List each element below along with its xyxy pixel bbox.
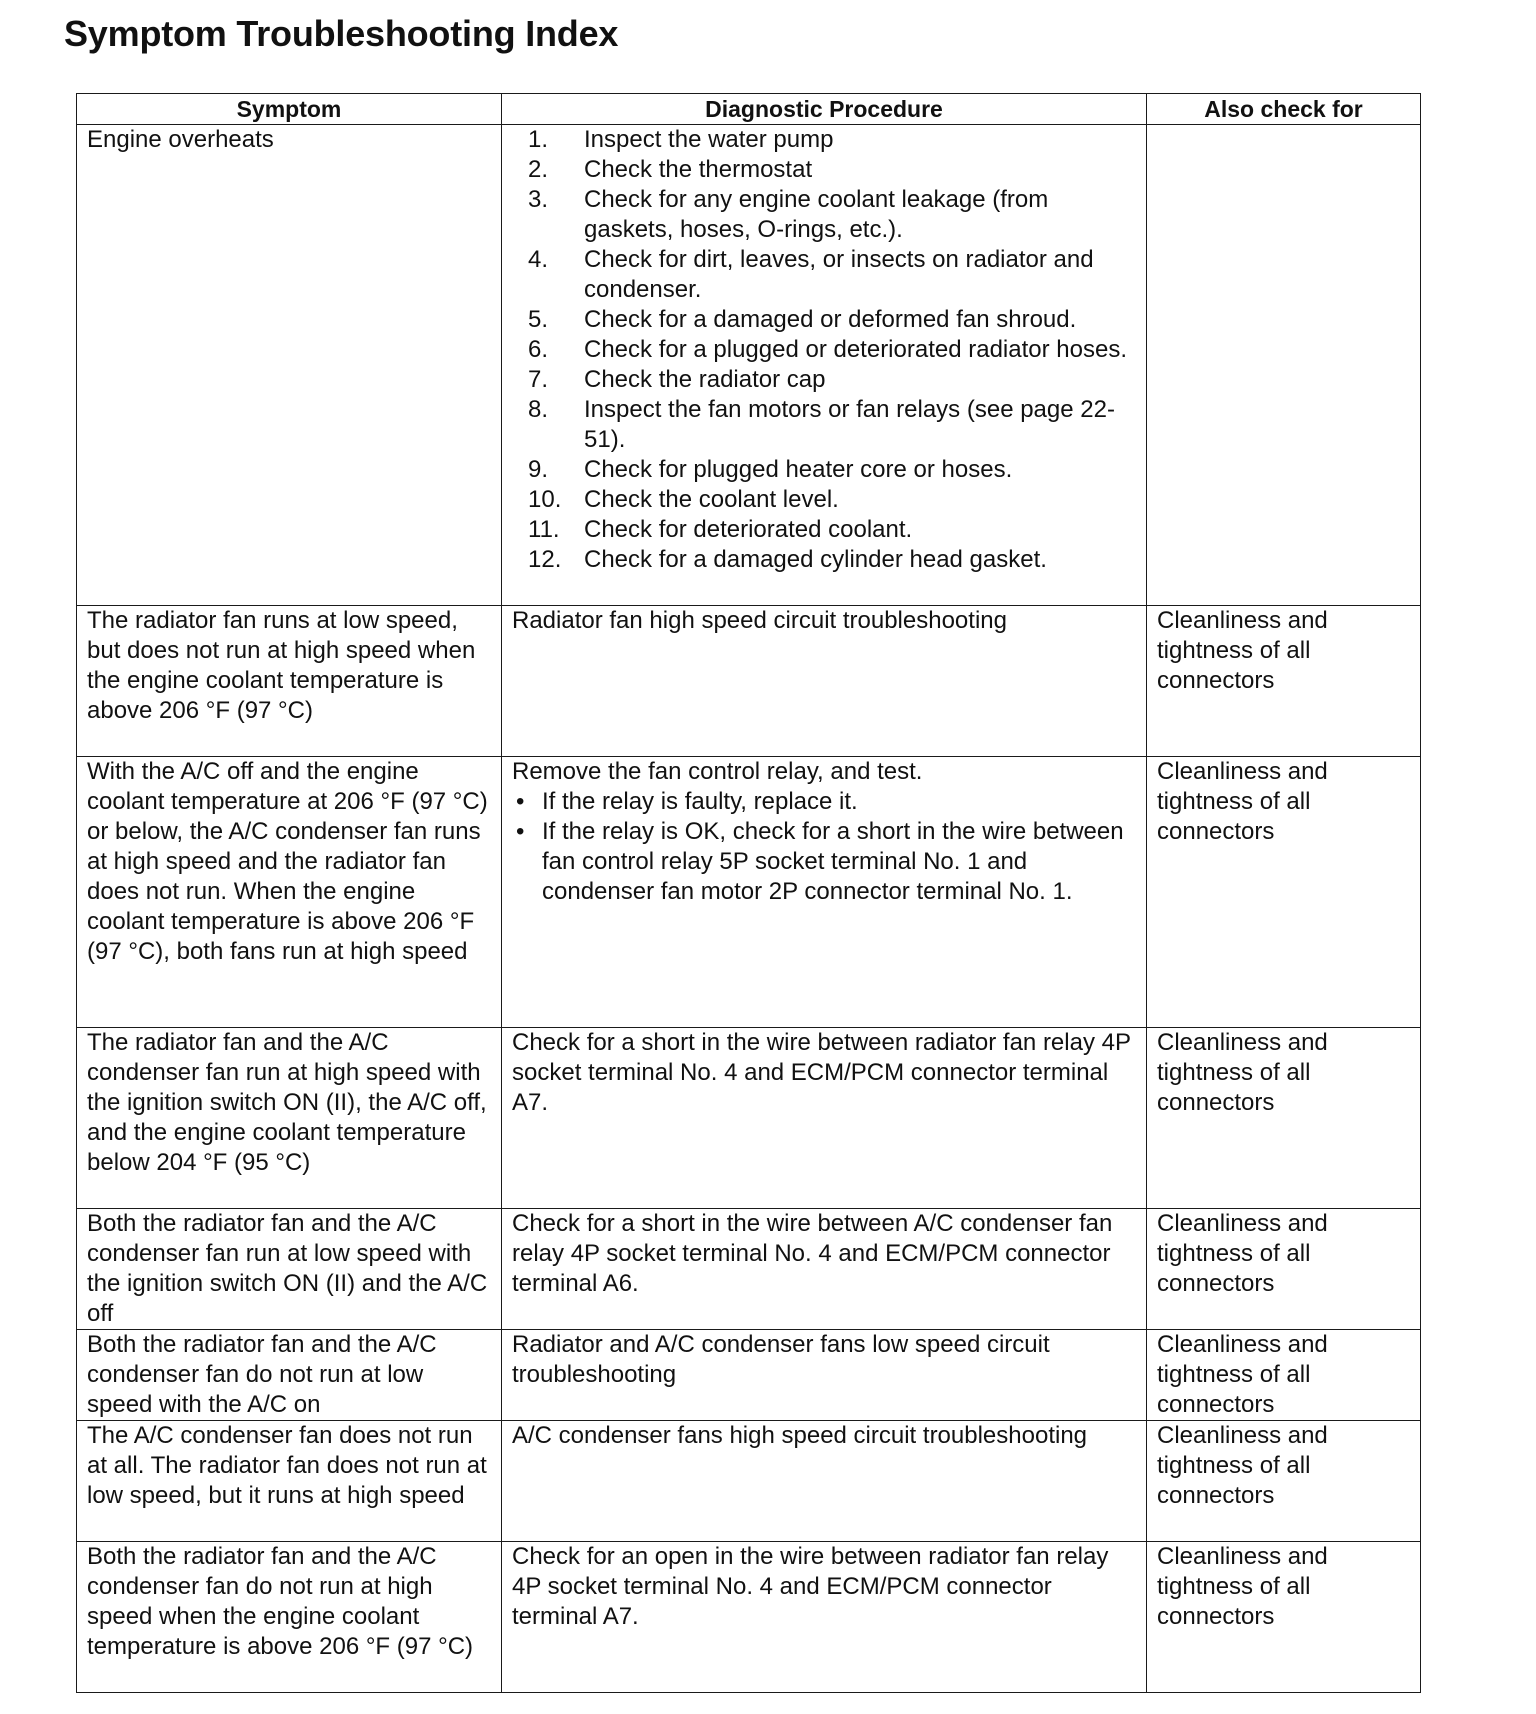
procedure-step: [512, 305, 1138, 335]
step-text: Check for dirt, leaves, or insects on radiator and condenser.: [584, 246, 1094, 303]
procedure-cell: Check for a short in the wire between radiator fan relay 4P socket terminal No. 4 and ECM/PCM connector terminal A7.: [502, 1028, 1147, 1209]
page-title: Symptom Troubleshooting Index: [64, 13, 619, 54]
step-text: Inspect the fan motors or fan relays (see page 22-51).: [584, 396, 1115, 453]
step-number: 8.: [528, 396, 549, 423]
procedure-step: [512, 395, 1138, 455]
table-row: [77, 1209, 1421, 1330]
procedure-cell: Check for a short in the wire between A/C condenser fan relay 4P socket terminal No. 4 and ECM/PCM connector terminal A6.: [502, 1209, 1147, 1330]
procedure-cell: Check for an open in the wire between radiator fan relay 4P socket terminal No. 4 and ECM/PCM connector terminal A7.: [502, 1542, 1147, 1693]
step-text: Check for a plugged or deteriorated radiator hoses.: [584, 336, 1127, 363]
also-check-cell: [1147, 125, 1421, 606]
table-row: [77, 1028, 1421, 1209]
procedure-step: [512, 335, 1138, 365]
procedure-step: [512, 185, 1138, 245]
column-header-diagnostic-procedure: Diagnostic Procedure: [502, 94, 1147, 125]
step-number: 4.: [528, 246, 549, 273]
column-header-also-check-for: Also check for: [1147, 94, 1421, 125]
procedure-step: [512, 155, 1138, 185]
step-text: Check for any engine coolant leakage (from gaskets, hoses, O-rings, etc.).: [584, 186, 1049, 243]
table-row: [77, 1330, 1421, 1421]
procedure-cell: A/C condenser fans high speed circuit troubleshooting: [502, 1421, 1147, 1542]
step-number: 5.: [528, 306, 549, 333]
step-number: 9.: [528, 456, 549, 483]
table-row: [77, 606, 1421, 757]
also-check-cell: Cleanliness and tightness of all connectors: [1147, 1542, 1421, 1693]
procedure-cell: Radiator fan high speed circuit troubleshooting: [502, 606, 1147, 757]
symptom-cell: Engine overheats: [77, 125, 502, 606]
step-text: Check for plugged heater core or hoses.: [584, 456, 1013, 483]
bullet-text: If the relay is faulty, replace it.: [542, 788, 858, 815]
step-text: Check for a damaged or deformed fan shroud.: [584, 306, 1077, 333]
step-text: Check the radiator cap: [584, 366, 826, 393]
step-number: 7.: [528, 366, 549, 393]
procedure-step: [512, 515, 1138, 545]
procedure-step: [512, 125, 1138, 155]
step-number: 11.: [528, 516, 560, 543]
step-number: 1.: [528, 126, 549, 153]
column-header-symptom: Symptom: [77, 94, 502, 125]
symptom-cell: With the A/C off and the engine coolant temperature at 206 °F (97 °C) or below, the A/C condenser fan runs at high speed and the radiator fan does not run. When the engine coolant temperature is above 206 °F (97 °C), both fans run at high speed: [77, 757, 502, 1028]
procedure-step: [512, 455, 1138, 485]
symptom-cell: Both the radiator fan and the A/C condenser fan run at low speed with the ignition switch ON (II) and the A/C off: [77, 1209, 502, 1330]
table-row: [77, 1542, 1421, 1693]
symptom-cell: Both the radiator fan and the A/C condenser fan do not run at low speed with the A/C on: [77, 1330, 502, 1421]
step-text: Inspect the water pump: [584, 126, 834, 153]
procedure-step: [512, 485, 1138, 515]
procedure-bullet-list: [512, 787, 1138, 907]
step-number: 12.: [528, 546, 562, 573]
procedure-step: [512, 245, 1138, 305]
bullet-icon: •: [516, 788, 525, 815]
step-text: Check for deteriorated coolant.: [584, 516, 913, 543]
procedure-cell: [502, 757, 1147, 1028]
symptom-cell: Both the radiator fan and the A/C condenser fan do not run at high speed when the engine coolant temperature is above 206 °F (97 °C): [77, 1542, 502, 1693]
procedure-bullet: [512, 787, 1138, 817]
procedure-cell: Radiator and A/C condenser fans low speed circuit troubleshooting: [502, 1330, 1147, 1421]
bullet-text: If the relay is OK, check for a short in the wire between fan control relay 5P socket terminal No. 1 and condenser fan motor 2P connector terminal No. 1.: [542, 818, 1124, 905]
procedure-cell: [502, 125, 1147, 606]
also-check-cell: Cleanliness and tightness of all connectors: [1147, 1421, 1421, 1542]
symptom-cell: The A/C condenser fan does not run at all. The radiator fan does not run at low speed, but it runs at high speed: [77, 1421, 502, 1542]
step-text: Check the coolant level.: [584, 486, 839, 513]
procedure-step: [512, 365, 1138, 395]
step-number: 3.: [528, 186, 549, 213]
procedure-steps-list: [512, 125, 1138, 575]
step-number: 10.: [528, 486, 562, 513]
troubleshooting-table: [76, 93, 1421, 1693]
also-check-cell: Cleanliness and tightness of all connectors: [1147, 1209, 1421, 1330]
also-check-cell: Cleanliness and tightness of all connectors: [1147, 1330, 1421, 1421]
procedure-intro: Remove the fan control relay, and test.: [512, 758, 923, 785]
step-text: Check for a damaged cylinder head gasket.: [584, 546, 1047, 573]
step-number: 6.: [528, 336, 549, 363]
also-check-cell: Cleanliness and tightness of all connectors: [1147, 606, 1421, 757]
table-row: [77, 1421, 1421, 1542]
also-check-cell: Cleanliness and tightness of all connectors: [1147, 1028, 1421, 1209]
procedure-step: [512, 545, 1138, 575]
table-row: [77, 757, 1421, 1028]
table-header-row: [77, 94, 1421, 125]
step-number: 2.: [528, 156, 549, 183]
also-check-cell: Cleanliness and tightness of all connectors: [1147, 757, 1421, 1028]
table-row: [77, 125, 1421, 606]
bullet-icon: •: [516, 818, 525, 845]
procedure-bullet: [512, 817, 1138, 907]
step-text: Check the thermostat: [584, 156, 813, 183]
symptom-cell: The radiator fan and the A/C condenser fan run at high speed with the ignition switch ON (II), the A/C off, and the engine coolant temperature below 204 °F (95 °C): [77, 1028, 502, 1209]
symptom-cell: The radiator fan runs at low speed, but does not run at high speed when the engine coolant temperature is above 206 °F (97 °C): [77, 606, 502, 757]
